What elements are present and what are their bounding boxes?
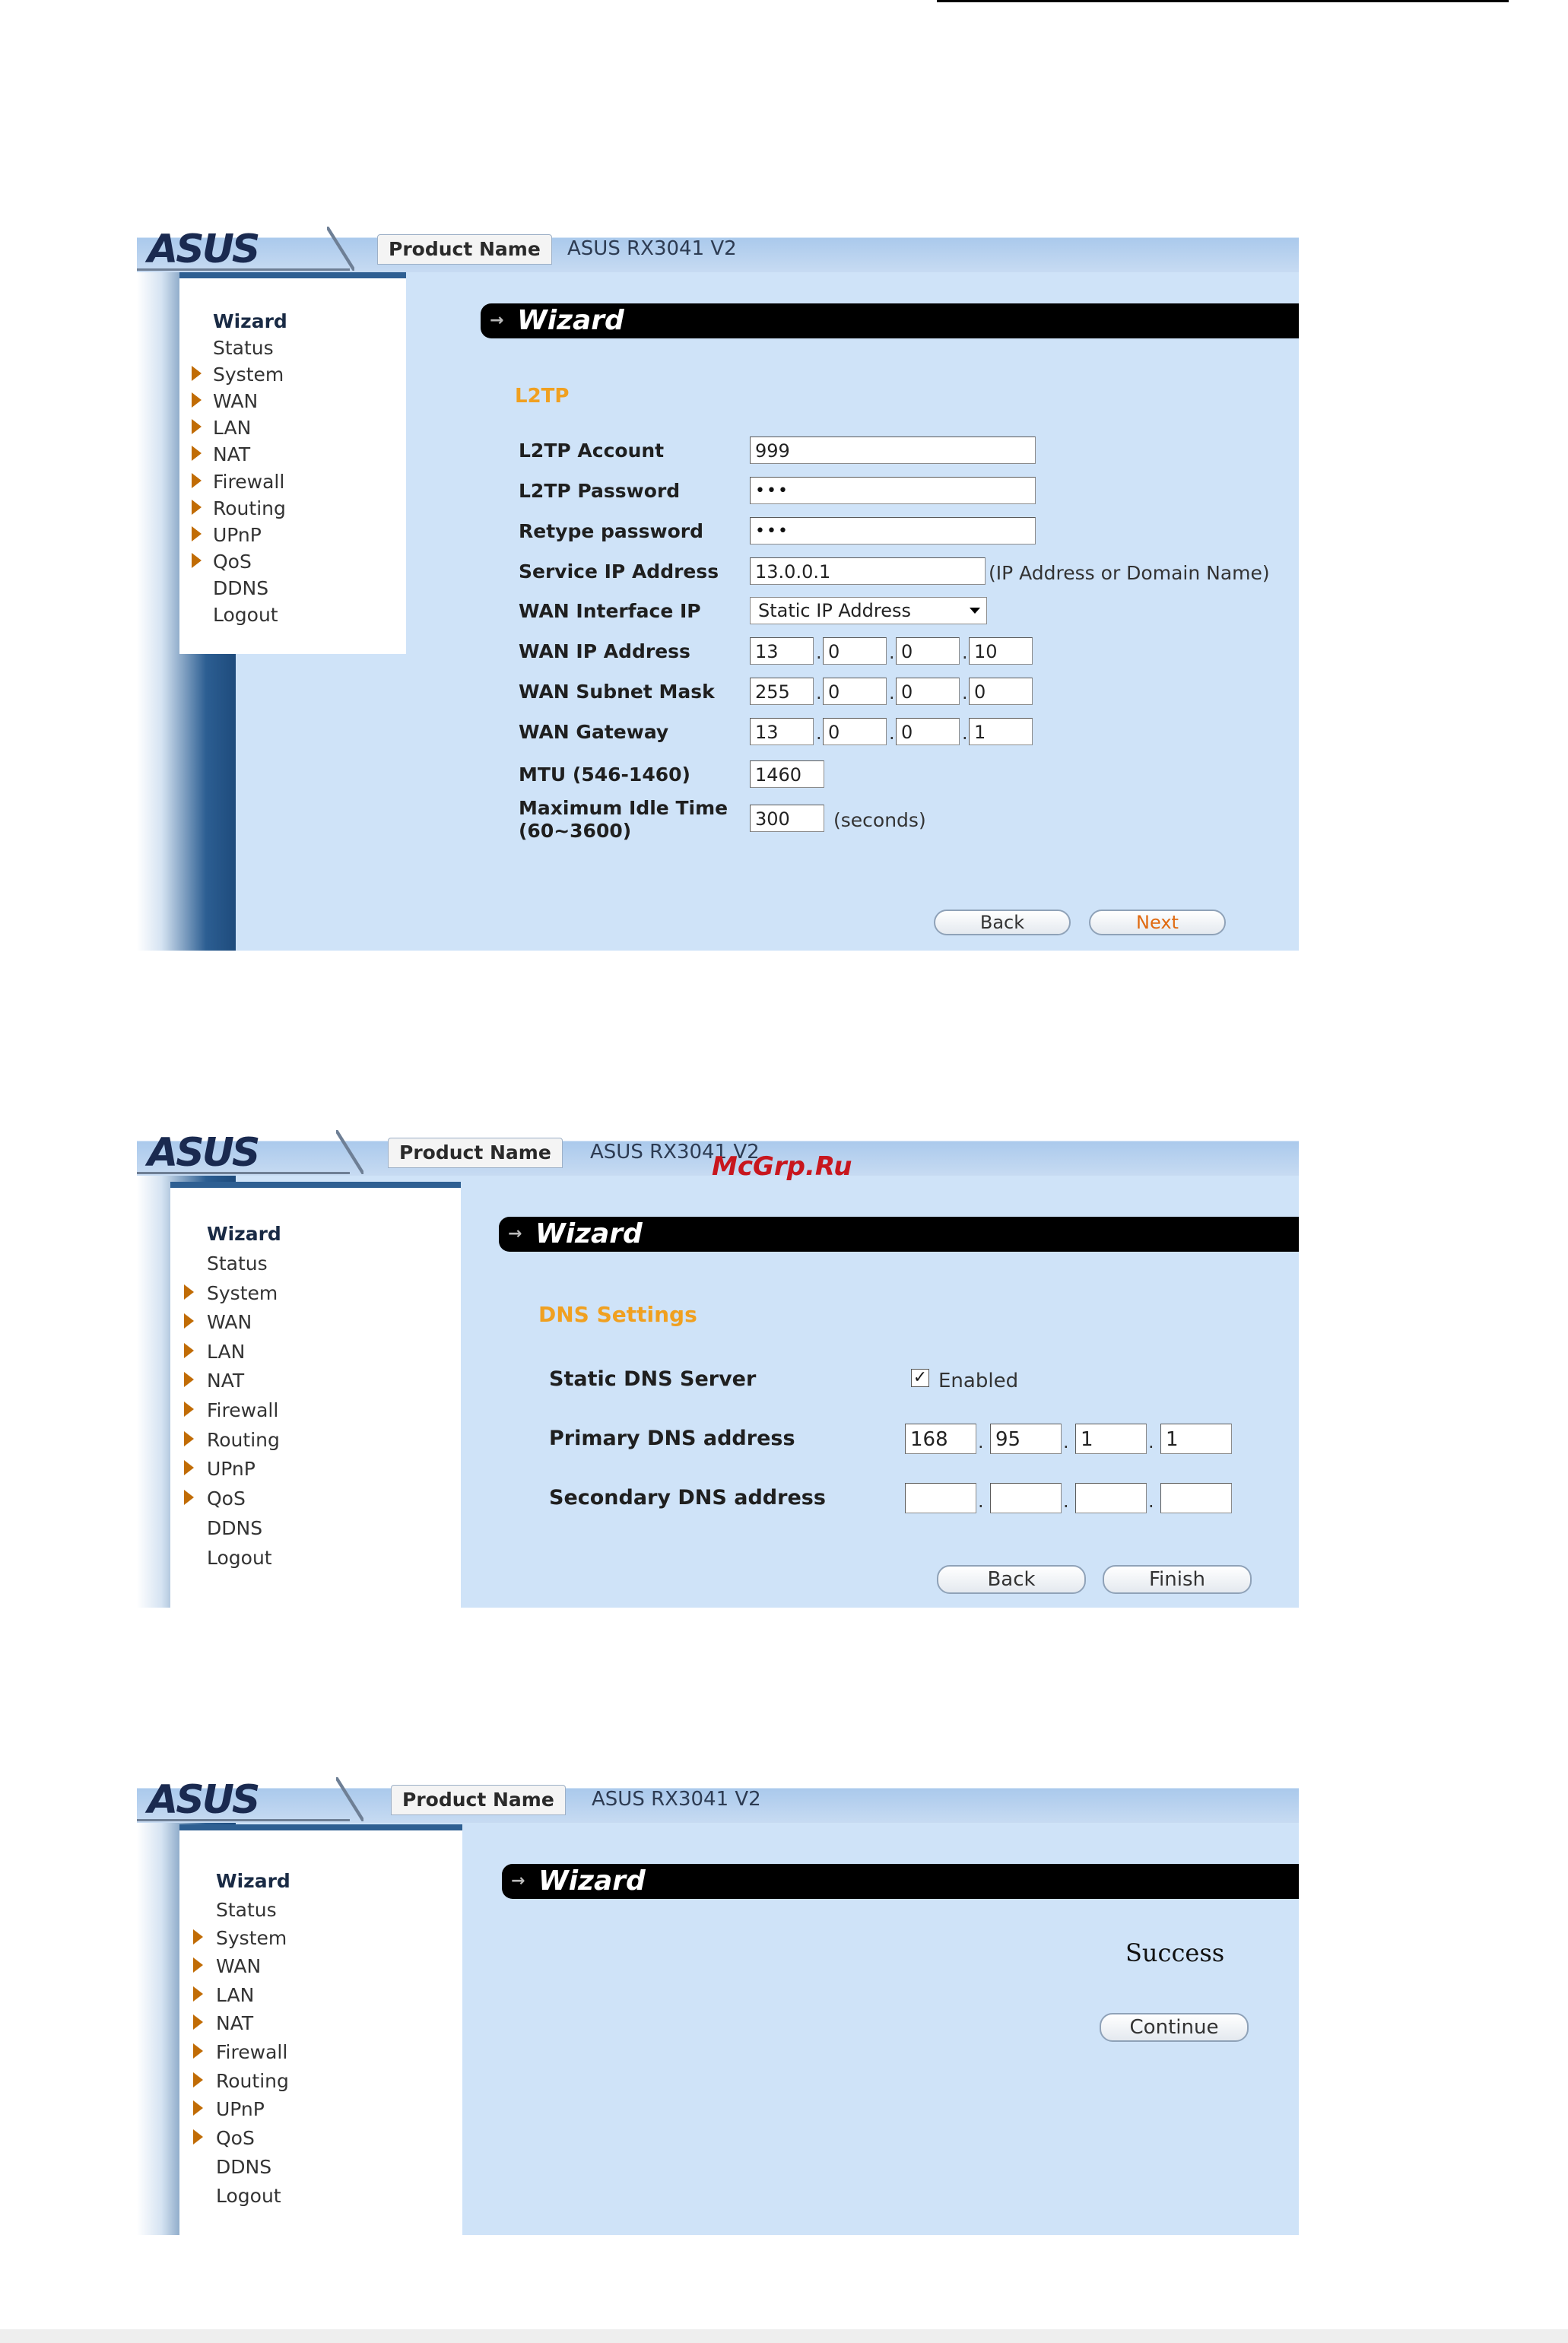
finish-button[interactable]: Finish	[1103, 1565, 1252, 1594]
retype-password-input[interactable]: •••	[750, 517, 1036, 544]
watermark: McGrp.Ru	[712, 1151, 852, 1182]
wan-gateway-octet-2[interactable]: 0	[823, 718, 887, 745]
secondary-dns-octet-4[interactable]	[1160, 1483, 1232, 1513]
menu-item-status[interactable]: Status	[213, 337, 274, 359]
l2tp-account-label: L2TP Account	[519, 440, 665, 462]
screenshot-dns	[137, 1130, 1299, 1608]
menu-item-upnp[interactable]: UPnP	[216, 2098, 265, 2120]
menu-item-firewall[interactable]: Firewall	[207, 1399, 279, 1421]
wan-interface-ip-select[interactable]	[750, 597, 987, 624]
menu-item-system[interactable]: System	[213, 364, 284, 386]
arrow-icon	[184, 1490, 194, 1505]
continue-button[interactable]: Continue	[1100, 2013, 1249, 2042]
primary-dns-octet-4[interactable]: 1	[1160, 1424, 1232, 1454]
retype-password-label: Retype password	[519, 520, 704, 542]
menu-item-qos[interactable]: QoS	[213, 551, 252, 573]
arrow-icon	[184, 1343, 194, 1358]
wizard-title-bar	[502, 1864, 1299, 1899]
wan-ip-octet-1[interactable]: 13	[750, 637, 814, 665]
next-button[interactable]: Next	[1089, 910, 1226, 935]
product-name-label: Product Name	[388, 1138, 563, 1168]
menu-item-lan[interactable]: LAN	[216, 1984, 255, 2006]
secondary-dns-octet-3[interactable]	[1075, 1483, 1147, 1513]
screenshot-success	[137, 1777, 1299, 2235]
service-ip-label: Service IP Address	[519, 560, 719, 583]
secondary-dns-octet-2[interactable]	[990, 1483, 1062, 1513]
mtu-input[interactable]: 1460	[750, 760, 824, 788]
wan-mask-octet-2[interactable]: 0	[823, 678, 887, 705]
service-ip-hint: (IP Address or Domain Name)	[989, 562, 1270, 584]
wizard-title-bar	[499, 1217, 1299, 1252]
wizard-title: Wizard	[535, 1218, 643, 1249]
arrow-icon	[193, 2072, 203, 2087]
wan-gateway-label: WAN Gateway	[519, 721, 669, 743]
menu-item-logout[interactable]: Logout	[207, 1547, 272, 1569]
menu-item-ddns[interactable]: DDNS	[213, 577, 269, 599]
primary-dns-octet-2[interactable]: 95	[990, 1424, 1062, 1454]
product-name-label: Product Name	[391, 1785, 566, 1815]
menu-item-wizard[interactable]: Wizard	[216, 1870, 290, 1892]
static-dns-label: Static DNS Server	[549, 1367, 757, 1391]
octet-separator: .	[816, 682, 822, 703]
section-title: L2TP	[515, 385, 570, 408]
arrow-icon	[193, 1986, 203, 2002]
arrow-icon	[192, 366, 202, 381]
static-dns-enabled-label: Enabled	[938, 1370, 1019, 1392]
octet-separator: .	[1063, 1431, 1069, 1452]
arrow-icon	[193, 2129, 203, 2145]
wan-gateway-octet-3[interactable]: 0	[896, 718, 960, 745]
arrow-icon	[192, 392, 202, 408]
arrow-icon	[193, 2043, 203, 2059]
asus-logo: ASUS	[148, 1130, 259, 1176]
menu-topbar	[179, 272, 406, 278]
arrow-icon	[184, 1431, 194, 1446]
mtu-label: MTU (546-1460)	[519, 764, 690, 786]
idle-time-label-line1: Maximum Idle Time	[519, 797, 728, 819]
octet-separator: .	[978, 1431, 984, 1452]
menu-item-status[interactable]: Status	[207, 1252, 268, 1275]
arrow-right-icon: →	[508, 1224, 522, 1243]
octet-separator: .	[978, 1491, 984, 1512]
chevron-down-icon	[970, 608, 980, 614]
arrow-icon	[192, 473, 202, 488]
wan-ip-octet-3[interactable]: 0	[896, 637, 960, 665]
arrow-icon	[184, 1372, 194, 1387]
octet-separator: .	[816, 642, 822, 663]
wan-mask-octet-1[interactable]: 255	[750, 678, 814, 705]
service-ip-input[interactable]: 13.0.0.1	[750, 557, 986, 585]
octet-separator: .	[889, 642, 895, 663]
menu-item-wan[interactable]: WAN	[216, 1955, 262, 1977]
arrow-icon	[184, 1284, 194, 1300]
menu-item-lan[interactable]: LAN	[213, 417, 252, 439]
menu-item-ddns[interactable]: DDNS	[207, 1517, 263, 1539]
wizard-title: Wizard	[517, 305, 624, 336]
secondary-dns-octet-1[interactable]	[905, 1483, 976, 1513]
arrow-icon	[184, 1402, 194, 1417]
menu-item-ddns[interactable]: DDNS	[216, 2156, 272, 2178]
wan-ip-octet-4[interactable]: 10	[969, 637, 1033, 665]
menu-item-logout[interactable]: Logout	[216, 2185, 281, 2207]
arrow-icon	[192, 526, 202, 541]
secondary-dns-label: Secondary DNS address	[549, 1486, 826, 1510]
arrow-icon	[193, 2014, 203, 2030]
top-rule	[937, 0, 1509, 2]
octet-separator: .	[1148, 1491, 1154, 1512]
wizard-title-bar	[481, 303, 1299, 338]
arrow-right-icon: →	[511, 1872, 525, 1891]
l2tp-password-label: L2TP Password	[519, 480, 681, 502]
menu-item-system[interactable]: System	[216, 1927, 287, 1949]
wan-mask-label: WAN Subnet Mask	[519, 681, 715, 703]
asus-logo: ASUS	[148, 1777, 259, 1823]
product-name-label: Product Name	[377, 234, 552, 265]
menu-item-nat[interactable]: NAT	[216, 2012, 254, 2034]
menu-item-upnp[interactable]: UPnP	[207, 1458, 256, 1480]
octet-separator: .	[962, 722, 968, 744]
octet-separator: .	[962, 682, 968, 703]
arrow-icon	[192, 446, 202, 461]
menu-item-wizard[interactable]: Wizard	[207, 1223, 281, 1245]
arrow-icon	[193, 2100, 203, 2116]
wan-interface-ip-value: Static IP Address	[758, 600, 912, 621]
arrow-right-icon: →	[490, 311, 504, 330]
arrow-icon	[193, 1957, 203, 1973]
menu-item-upnp[interactable]: UPnP	[213, 524, 262, 546]
arrow-icon	[192, 500, 202, 515]
primary-dns-octet-1[interactable]: 168	[905, 1424, 976, 1454]
menu-topbar	[170, 1182, 461, 1188]
menu-item-firewall[interactable]: Firewall	[213, 471, 285, 493]
menu-item-nat[interactable]: NAT	[213, 443, 251, 465]
menu-item-nat[interactable]: NAT	[207, 1370, 245, 1392]
menu-item-qos[interactable]: QoS	[216, 2127, 255, 2149]
success-message: Success	[1125, 1938, 1225, 1967]
menu-item-routing[interactable]: Routing	[216, 2070, 289, 2092]
arrow-icon	[193, 1929, 203, 1945]
wan-mask-octet-4[interactable]: 0	[969, 678, 1033, 705]
header-divider	[327, 227, 354, 271]
back-button[interactable]: Back	[934, 910, 1071, 935]
idle-time-input[interactable]: 300	[750, 805, 824, 832]
menu-item-lan[interactable]: LAN	[207, 1341, 246, 1363]
primary-dns-octet-3[interactable]: 1	[1075, 1424, 1147, 1454]
octet-separator: .	[889, 682, 895, 703]
menu-item-qos[interactable]: QoS	[207, 1487, 246, 1510]
menu-item-status[interactable]: Status	[216, 1899, 277, 1921]
idle-time-hint: (seconds)	[833, 809, 926, 831]
product-name-value: ASUS RX3041 V2	[592, 1788, 761, 1811]
wan-ip-octet-2[interactable]: 0	[823, 637, 887, 665]
octet-separator: .	[889, 722, 895, 744]
menu-item-wan[interactable]: WAN	[207, 1311, 252, 1333]
wan-gateway-octet-4[interactable]: 1	[969, 718, 1033, 745]
menu-item-wan[interactable]: WAN	[213, 390, 259, 412]
arrow-icon	[192, 419, 202, 434]
octet-separator: .	[1063, 1491, 1069, 1512]
menu-item-firewall[interactable]: Firewall	[216, 2041, 288, 2063]
octet-separator: .	[816, 722, 822, 744]
static-dns-checkbox[interactable]: ✓	[911, 1369, 929, 1387]
menu-panel	[170, 1188, 461, 1608]
primary-dns-label: Primary DNS address	[549, 1427, 795, 1450]
header-divider	[336, 1777, 363, 1821]
menu-item-routing[interactable]: Routing	[207, 1429, 280, 1451]
arrow-icon	[192, 553, 202, 568]
header-divider	[336, 1130, 363, 1174]
octet-separator: .	[1148, 1431, 1154, 1452]
l2tp-password-input[interactable]: •••	[750, 477, 1036, 504]
wan-mask-octet-3[interactable]: 0	[896, 678, 960, 705]
screenshot-l2tp	[137, 227, 1299, 951]
arrow-icon	[184, 1460, 194, 1475]
wan-interface-ip-label: WAN Interface IP	[519, 600, 701, 622]
arrow-icon	[184, 1313, 194, 1329]
wan-gateway-octet-1[interactable]: 13	[750, 718, 814, 745]
idle-time-label-line2: (60~3600)	[519, 820, 632, 842]
l2tp-account-input[interactable]: 999	[750, 437, 1036, 464]
octet-separator: .	[962, 642, 968, 663]
idle-time-label	[519, 797, 728, 843]
back-button[interactable]: Back	[937, 1565, 1086, 1594]
menu-item-wizard[interactable]: Wizard	[213, 310, 287, 332]
menu-item-logout[interactable]: Logout	[213, 604, 278, 626]
menu-item-routing[interactable]: Routing	[213, 497, 286, 519]
wan-ip-label: WAN IP Address	[519, 640, 690, 662]
product-name-value: ASUS RX3041 V2	[567, 237, 737, 260]
asus-logo: ASUS	[148, 227, 259, 272]
menu-topbar	[179, 1824, 462, 1830]
product-name-value: ASUS RX3041 V2	[590, 1141, 760, 1164]
wizard-title: Wizard	[538, 1865, 646, 1897]
page-footer-band	[0, 2329, 1568, 2343]
menu-item-system[interactable]: System	[207, 1282, 278, 1304]
section-title: DNS Settings	[538, 1302, 697, 1327]
